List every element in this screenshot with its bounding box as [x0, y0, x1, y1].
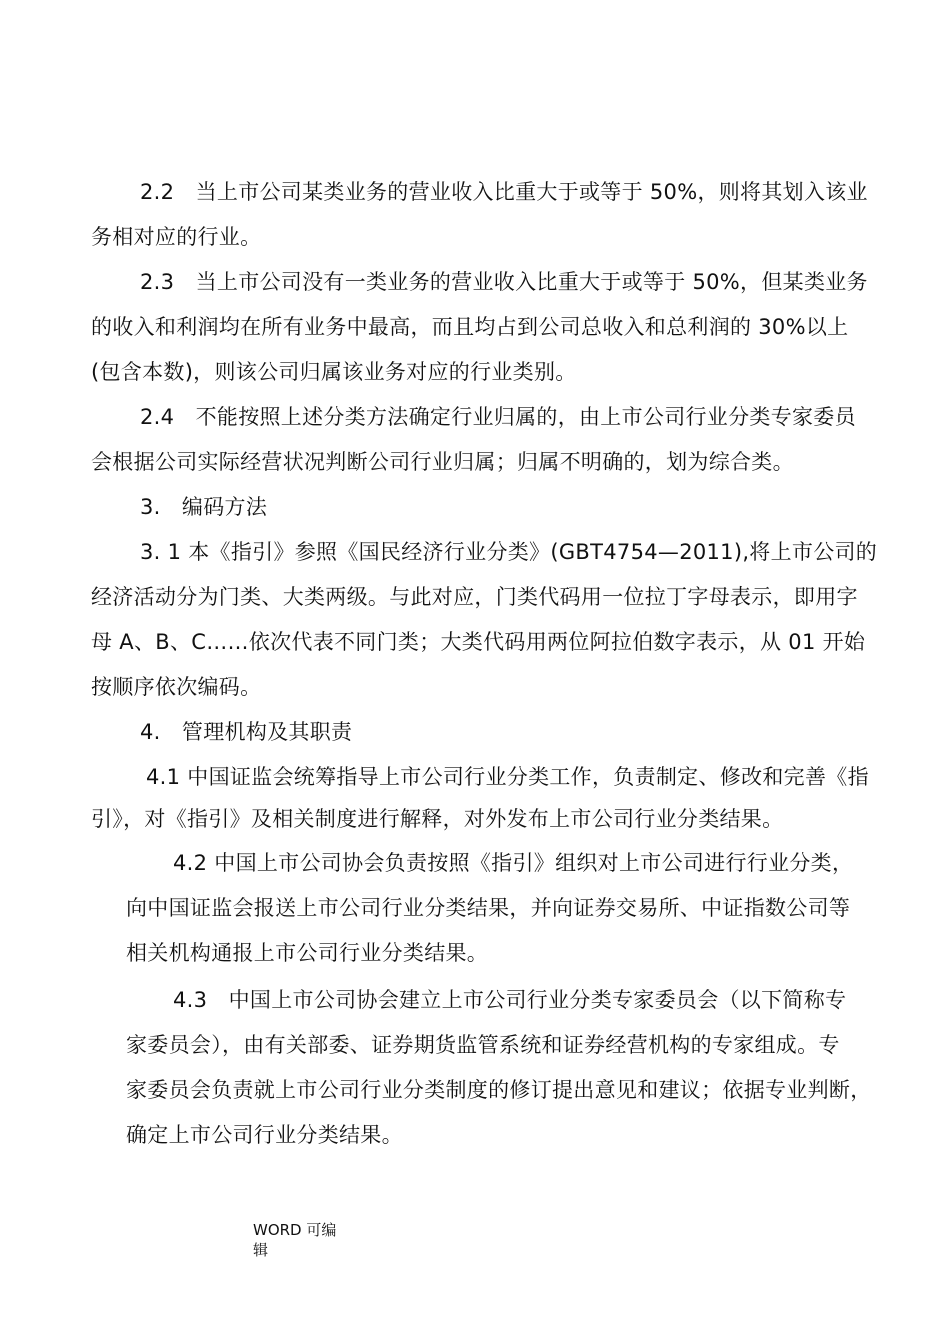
para-2-2-line-1: 2.2 当上市公司某类业务的营业收入比重大于或等于 50%，则将其划入该业: [140, 180, 868, 204]
para-2-4-line-1: 2.4 不能按照上述分类方法确定行业归属的，由上市公司行业分类专家委员: [140, 405, 856, 429]
footer-watermark-line-1: WORD 可编: [253, 1221, 337, 1239]
para-3-1-line-1: 3. 1 本《指引》参照《国民经济行业分类》(GBT4754—2011),将上市公司的: [140, 540, 878, 564]
para-3-1-line-3: 母 A、B、C……依次代表不同门类；大类代码用两位阿拉伯数字表示，从 01 开始: [91, 630, 866, 654]
para-2-3-line-3: (包含本数)，则该公司归属该业务对应的行业类别。: [91, 360, 577, 384]
section-4-heading: 4. 管理机构及其职责: [140, 720, 353, 744]
para-4-1-line-2: 引》，对《指引》及相关制度进行解释，对外发布上市公司行业分类结果。: [91, 807, 784, 831]
section-3-heading: 3. 编码方法: [140, 495, 268, 519]
para-4-3-line-1: 4.3 中国上市公司协会建立上市公司行业分类专家委员会（以下简称专: [173, 988, 847, 1012]
para-3-1-line-2: 经济活动分为门类、大类两级。与此对应，门类代码用一位拉丁字母表示，即用字: [91, 585, 858, 609]
para-4-1-line-1: 4.1 中国证监会统筹指导上市公司行业分类工作，负责制定、修改和完善《指: [146, 765, 869, 789]
para-2-2-line-2: 务相对应的行业。: [91, 225, 262, 249]
para-2-3-line-2: 的收入和利润均在所有业务中最高，而且均占到公司总收入和总利润的 30%以上: [91, 315, 849, 339]
para-2-4-line-2: 会根据公司实际经营状况判断公司行业归属；归属不明确的，划为综合类。: [91, 450, 794, 474]
para-4-3-line-4: 确定上市公司行业分类结果。: [126, 1123, 403, 1147]
para-4-3-line-2: 家委员会），由有关部委、证券期货监管系统和证券经营机构的专家组成。专: [126, 1033, 840, 1057]
para-4-2-line-1: 4.2 中国上市公司协会负责按照《指引》组织对上市公司进行行业分类，: [173, 851, 854, 875]
para-3-1-line-4: 按顺序依次编码。: [91, 675, 262, 699]
para-2-3-line-1: 2.3 当上市公司没有一类业务的营业收入比重大于或等于 50%，但某类业务: [140, 270, 868, 294]
para-4-2-line-3: 相关机构通报上市公司行业分类结果。: [126, 941, 489, 965]
footer-watermark-line-2: 辑: [253, 1241, 269, 1259]
para-4-3-line-3: 家委员会负责就上市公司行业分类制度的修订提出意见和建议；依据专业判断，: [126, 1078, 872, 1102]
para-4-2-line-2: 向中国证监会报送上市公司行业分类结果，并向证券交易所、中证指数公司等: [126, 896, 851, 920]
